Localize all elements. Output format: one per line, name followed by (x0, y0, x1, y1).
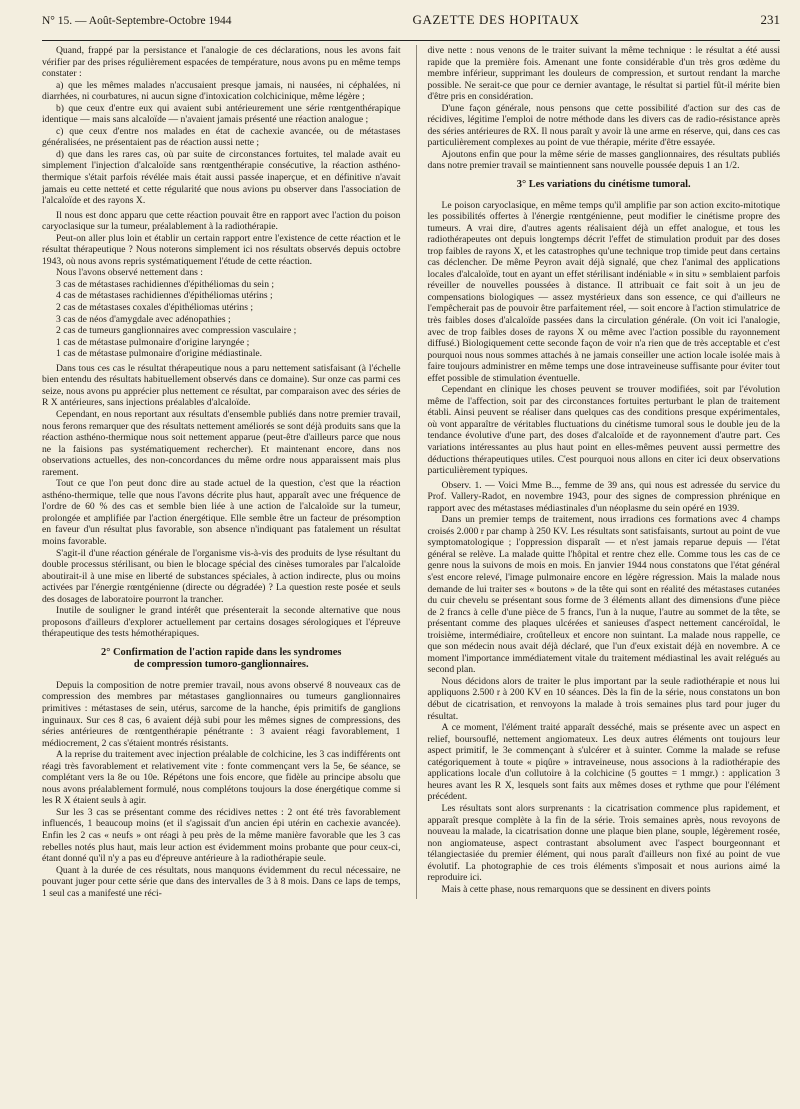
paragraph: Ajoutons enfin que pour la même série de masses ganglionnaires, des résultats publiés dans notre premier travail se maintiennent sans nouvelle poussée depuis 1 an 1/2. (427, 148, 780, 172)
paragraph: D'une façon générale, nous pensons que cette possibilité d'action sur des cas de récidives, légitime l'emploi de notre méthode dans les divers cas de radio-résistance après des séries antérieures de RX. Il nous paraît y avoir là une arme en réserve, qui, dans ces cas particulièrement complexes au point de vue thérapie, mérite d'être essayée. (427, 102, 780, 149)
list-item: 3 cas de néos d'amygdale avec adénopathies ; (56, 313, 231, 325)
paragraph: Inutile de souligner le grand intérêt que présenterait la seconde alternative que nous proposons d'ailleurs d'explorer actuellement par certains dosages sérologiques et l'épreuve thérapeutique des tests hémothérapiques. (42, 605, 401, 640)
list-item: 1 cas de métastase pulmonaire d'origine médiastinale. (56, 348, 263, 360)
list-item: 4 cas de métastases rachidiennes d'épithéliomas utérins ; (56, 290, 273, 302)
paragraph: d) que dans les rares cas, où par suite de circonstances fortuites, tel malade avait eu simplement l'injection d'alcaloïde sans rœntgenthérapie consécutive, la réaction asthéno-thermique s'était parfois révélée mais était aussi passée inaperçue, et en définitive n'avait jamais eu cette netteté et cette régularité que nous avions pu observer dans l'association de l'alcaloïde et des rayons X. (42, 148, 401, 207)
paragraph: Mais à cette phase, nous remarquons que se dessinent en divers points (441, 883, 711, 895)
paragraph: Cependant, en nous reportant aux résultats d'ensemble publiés dans notre premier travail, nous ferons remarquer que des résultats nettement améliorés se sont déjà produits sans que la réaction asthéno-thermique nous soit nettement apparue (peut-être d'ailleurs parce que nous ne la faisions pas systématiquement rechercher). Et maintenant encore, dans nos observations actuelles, des non-concordances du même ordre nous apparaissent mais plus rarement. (42, 408, 401, 478)
paragraph: dive nette : nous venons de le traiter suivant la même technique : le résultat a été aussi rapide que la première fois. Amenant une fonte considérable d'un très gros œdème du membre inférieur, supprimant les douleurs de compression, et surtout rendant la marche possible. Ne serait-ce que pour ce dernier avantage, le résultat si partiel fût-il mérite bien d'être pris en considération. (427, 45, 780, 103)
paragraph: Il nous est donc apparu que cette réaction pouvait être en rapport avec l'action du poison caryoclasique sur la tumeur, préalablement à la radiothérapie. (42, 209, 401, 233)
paragraph: Quant à la durée de ces résultats, nous manquons évidemment du recul nécessaire, ne pouvant juger pour cette série que dans des intervalles de 3 à 8 mois. Dans ce laps de temps, 1 seul cas a manifesté une réci- (42, 864, 401, 899)
left-column (42, 45, 400, 899)
paragraph: Nous l'avons observé nettement dans : (56, 267, 203, 279)
paragraph: a) que les mêmes malades n'accusaient presque jamais, ni nausées, ni céphalées, ni diarrhées, ni courbatures, ni aucun signe d'intoxication colchicinique, même légère ; (42, 79, 401, 103)
paragraph: c) que ceux d'entre nos malades en état de cachexie avancée, ou de métastases généralisées, ne présentaient pas de réaction aussi nette ; (42, 125, 401, 149)
page-header (42, 12, 780, 34)
header-rule (42, 40, 780, 41)
text-columns (42, 45, 780, 899)
observation-paragraph: Observ. 1. — Voici Mme B..., femme de 39 ans, qui nous est adressée du service du Prof. Vallery-Radot, en novembre 1943, pour des signes de compression phrénique en rapport avec des métastases médiastinales d'un néoplasme du sein opéré en 1939. (427, 479, 780, 514)
section-heading-line: de compression tumoro-ganglionnaires. (133, 659, 309, 671)
paragraph: Dans tous ces cas le résultat thérapeutique nous a paru nettement satisfaisant (à l'échelle bien entendu des résultats habituellement observés dans ce domaine). Sur onze cas parmi ces seize, nous avons pu apprécier plus nettement ce résultat, par comparaison avec des séries de R X antérieures, sans injections préalables d'alcaloïde. (42, 362, 401, 409)
case-list (42, 279, 400, 360)
paragraph: Depuis la composition de notre premier travail, nous avons observé 8 nouveaux cas de compression des membres par métastases ganglionnaires ou tumeurs ganglionnaires primitives : métastases de sein, utérus, sarcome de la hanche, épis primitifs de ganglions inguinaux. Sur ces 8 cas, 6 avaient déjà subi pour les mêmes signes de compressions, des séries antérieures de rœntgenthérapie pénétrante : 3 avaient réagi favorablement, 1 médiocrement, 2 cas s'étaient montrés résistants. (42, 679, 401, 749)
paragraph: Le poison caryoclasique, en même temps qu'il amplifie par son action excito-mitotique les possibilités offertes à l'énergie rœntgénienne, peut modifier le cinétisme propre des tumeurs. A vrai dire, d'autres agents réalisaient déjà un effet analogue, et tous les radiothérapeutes ont depuis longtemps décrit l'effet de stimulation produit par des doses trop faibles de rayons X, et les catastrophes qu'une technique trop timide peut dans certains cas déclencher. De même Peyron avait déjà signalé, que chez l'animal des applications locales d'alcaloïde, tout en ayant un effet stérilisant indéniable « in situ » semblaient parfois réveiller de nouvelles poussées à distance. Il attribuait ce fait soit à un jeu de compensations biologiques — assez mystérieux dans son essence, ce qui d'ailleurs ne l'empêcherait pas de pouvoir être parfaitement réel, — soit encore à l'action stimulatrice de très faibles doses d'alcaloïde passées dans la circulation générale. (On voit ici l'analogie, avec de trop faibles doses de rayons X ou même avec l'action possible du rayonnement diffusé.) Biologiquement cette seconde façon de voir n'a rien que de très acceptable et c'est pourquoi nous nous sommes attachés à ne jamais conseiller une action locale isolée mais à faire toujours administrer en même temps une dose intraveineuse suffisante pour éviter tout effet possible de stimulation éventuelle. (427, 199, 780, 384)
list-item: 3 cas de métastases rachidiennes d'épithéliomas du sein ; (56, 278, 275, 290)
list-item: 2 cas de tumeurs ganglionnaires avec compression vasculaire ; (56, 325, 297, 337)
paragraph: b) que ceux d'entre eux qui avaient subi antérieurement une série rœntgenthérapique identique — mais sans alcaloïde — n'avaient jamais présenté une réaction analogue ; (42, 102, 401, 126)
section-heading-line: 2° Confirmation de l'action rapide dans les syndromes (101, 646, 342, 658)
paragraph: Sur les 3 cas se présentant comme des récidives nettes : 2 ont été très favorablement influencés, 1 beaucoup moins (et il s'agissait d'un ancien épi utérin en cachexie avancée). Enfin les 2 cas « neufs » ont réagi à peu près de la même manière favorable que les 3 cas rebelles notés plus haut, mais leur action est évidemment moins probante que pour ceux-ci, étant donné qu'il n'y a pas eu d'épreuve antérieure à la radiothérapie seule. (42, 806, 401, 865)
list-item: 2 cas de métastases coxales d'épithéliomas utérins ; (56, 302, 254, 314)
paragraph: A la reprise du traitement avec injection préalable de colchicine, les 3 cas indifférents ont réagi très favorablement et relativement vite : fonte commençant vers la 5e, 6e séance, se complétant vers la 8e ou 10e. Répétons une fois encore, que fidèle au principe absolu que nous avons préalablement formulé, nous complétons toujours la dose énergétique comme si les R X étaient seuls à agir. (42, 749, 401, 807)
list-item: 1 cas de métastase pulmonaire d'origine laryngée ; (56, 336, 250, 348)
paragraph: A ce moment, l'élément traité apparaît desséché, mais se présente avec un aspect en relief, boursouflé, nettement angiomateux. Les deux autres éléments ont toujours leur aspect primitif, le 3e commençant à s'ulcérer et à suinter. Comme la malade se refuse catégoriquement à toute « piqûre » intraveineuse, nous associons à la radiothérapie des applications locale d'un collutoire à la colchicine (5 gouttes = 1 mmgr.) : application 3 heures avant les R X, lesquels sont faits aux mêmes doses et rythme que pour l'élément précédent. (427, 722, 780, 803)
issue-info: N° 15. — Août-Septembre-Octobre 1944 (42, 15, 232, 27)
section-heading: 3° Les variations du cinétisme tumoral. (516, 179, 691, 191)
paragraph: Quand, frappé par la persistance et l'analogie de ces déclarations, nous les avons fait vérifier par des prises régulièrement espacées de température, nous avons pu en même temps constater : (42, 45, 401, 80)
paragraph: Les résultats sont alors surprenants : la cicatrisation commence plus rapidement, et apparaît presque complète à la fin de la série. Trois semaines après, nous revoyons de nouveau la malade, la cicatrisation donne une plaque bien plane, souple, légèrement rosée, non angiomateuse, aspect contrastant absolument avec l'aspect bourgeonnant et télangiectasiée du premier élément, qui nous paraît d'ailleurs non fixé au point de vue évolutif. La photographie de ces trois éléments s'imposait et nous aurions aimé la reproduire ici. (427, 802, 780, 884)
paragraph: Cependant en clinique les choses peuvent se trouver modifiées, soit par l'évolution même de l'affection, soit par des circonstances fortuites perturbant le plan de traitement établi. Ainsi peuvent se réaliser dans quelques cas des conditions presque expérimentales, où vont apparaître de véritables fluctuations du cinétisme tumoral sous le double jeu de la tendance évolutive d'une part, des doses d'alcaloïde et de rayonnement d'autre part. Ces variations intéressantes au plus haut point en elles-mêmes peuvent aussi permettre des déductions thérapeutiques utiles. C'est pourquoi nous allons en citer ici deux observations particulièrement typiques. (427, 384, 780, 477)
right-column (416, 45, 780, 899)
paragraph: S'agit-il d'une réaction générale de l'organisme vis-à-vis des produits de lyse résultant du double processus stérilisant, ou bien le blocage spécial des cinèses tumorales par l'alcaloïde aboutirait-il à une mise en liberté de substances spéciales, à action indirecte, plus ou moins activées par l'énergie rœntgénienne (directe ou dégradée) ? La question reste posée et seuls des dosages de laboratoire pourront la trancher. (42, 547, 401, 605)
journal-title: GAZETTE DES HOPITAUX (412, 12, 580, 27)
paragraph: Peut-on aller plus loin et établir un certain rapport entre l'existence de cette réaction et le résultat thérapeutique ? Nous noterons simplement ici nos résultats observés depuis octobre 1943, où nous avons repris systématiquement l'étude de cette réaction. (42, 232, 401, 267)
paragraph: Tout ce que l'on peut donc dire au stade actuel de la question, c'est que la réaction asthéno-thermique, telle que nous l'avons décrite plus haut, apparaît avec une fréquence de l'ordre de 60 % des cas et semble bien liée à une action de l'alcaloïde sur la tumeur, prolongée et amplifiée par l'action énergétique. Elle semble être un facteur de présomption en faveur d'un résultat plus favorable, son absence n'indiquant pas fatalement un résultat moins favorable. (42, 478, 401, 547)
page-number: 231 (760, 12, 780, 27)
paragraph: Nous décidons alors de traiter le plus important par la seule radiothérapie et nous lui appliquons 2.500 r à 200 KV en 10 séances. Dès la fin de la série, nous constatons un bon début de cicatrisation, et renvoyons la malade à trois semaines plus tard pour juger du résultat. (427, 675, 780, 722)
paragraph: Dans un premier temps de traitement, nous irradions ces formations avec 4 champs croisés 2.000 r par champ à 250 KV. Les résultats sont satisfaisants, surtout au point de vue symptomatologique ; l'oppression disparaît — et n'est jamais reparue depuis — l'état général se relève. La malade quitte l'hôpital et rentre chez elle. Comme tous les cas de ce genre nous la suivons de mois en mois. En janvier 1944 nous constatons que l'état général s'est encore relevé, l'image pulmonaire encore en légère régression. Mais la malade nous demande de lui traiter ses « boutons » de la tête qui sont en réalité des métastases cutanées du cuir chevelu se présentant sous forme de 3 éléments allant des dimensions d'une pièce de 2 francs à celle d'une pièce de 5 francs, l'un à la nuque, l'autre au sommet de la tête, se présentant comme des plaques ulcérées et sanieuses d'aspect nettement cancéroïdal, le troisième, intermédiaire, croûtelleux et encore non suintant. La malade nous rappelle, ce que son médecin nous avait déjà déclaré, que l'un d'eux existait déjà en novembre. A ce moment l'importance immédiatement vitale du traitement médiastinal les avait relégués au second plan. (427, 514, 780, 676)
section-heading (42, 647, 400, 672)
